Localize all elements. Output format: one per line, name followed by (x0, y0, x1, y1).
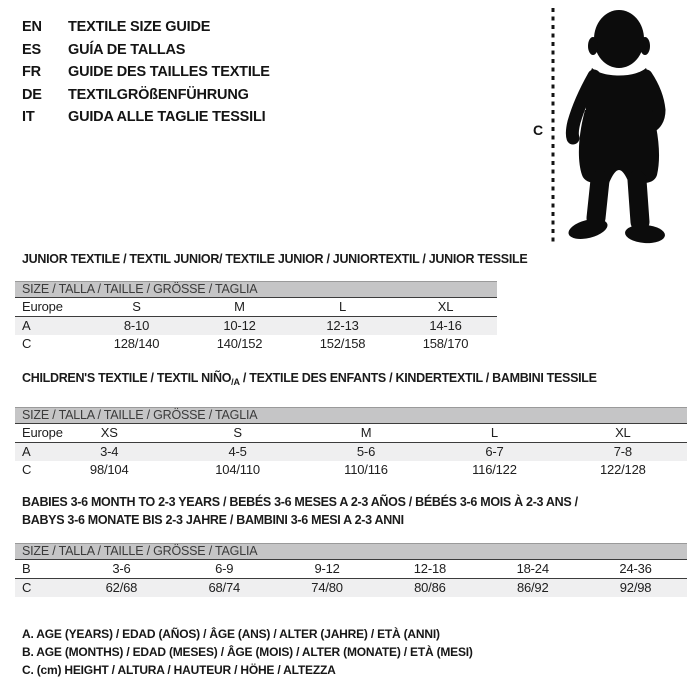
language-title: TEXTILGRÖßENFÜHRUNG (68, 86, 249, 103)
section-title-junior: JUNIOR TEXTILE / TEXTIL JUNIOR/ TEXTILE JUNIOR / JUNIORTEXTIL / JUNIOR TESSILE (22, 252, 528, 266)
value-cell: 92/98 (619, 580, 652, 595)
table-row-months (15, 560, 687, 579)
table-row-age (15, 317, 497, 335)
language-title: TEXTILE SIZE GUIDE (68, 19, 211, 36)
value-cell: 9-12 (314, 561, 340, 576)
row-label: Europe (22, 425, 63, 440)
value-cell: 74/80 (311, 580, 343, 595)
value-cell: 116/122 (472, 462, 517, 477)
language-code: FR (22, 64, 41, 81)
size-cell: M (234, 299, 245, 314)
value-cell: 62/68 (105, 580, 138, 595)
size-cell: L (338, 299, 347, 314)
size-cell: L (490, 425, 498, 440)
language-row-it (22, 106, 270, 129)
language-row-en (22, 16, 270, 39)
language-row-es (22, 39, 270, 62)
footnote-legend (22, 625, 473, 679)
section-title-babies (22, 493, 578, 529)
value-cell: 80/86 (414, 580, 446, 595)
footnote-age-months: B. AGE (MONTHS) / EDAD (MESES) / ÂGE (MOIS) / ALTER (MONATE) / ETÀ (MESI) (22, 645, 473, 659)
size-table-babies (15, 543, 687, 597)
size-table-children (15, 407, 687, 479)
size-cell: S (132, 299, 141, 314)
table-row-height (15, 579, 687, 597)
language-title: GUÍA DE TALLAS (68, 41, 186, 58)
value-cell: 98/104 (89, 462, 129, 477)
language-row-fr (22, 61, 270, 84)
value-cell: 4-5 (228, 444, 247, 459)
size-cell: M (360, 425, 372, 440)
footnote-height: C. (cm) HEIGHT / ALTURA / HAUTEUR / HÖHE / ALTEZZA (22, 663, 336, 677)
title-line-1: BABIES 3-6 MONTH TO 2-3 YEARS / BEBÉS 3-6 MESES A 2-3 AÑOS / BÉBÉS 3-6 MOIS À 2-3 ANS / (22, 495, 578, 509)
language-code: DE (22, 86, 42, 103)
section-title-children (22, 369, 597, 391)
value-cell: 140/152 (216, 336, 263, 351)
value-cell: 6-7 (485, 444, 504, 459)
table-row-height (15, 335, 497, 353)
title-text: / TEXTILE DES ENFANTS / KINDERTEXTIL / BAMBINI TESSILE (239, 371, 597, 385)
value-cell: 152/158 (319, 336, 366, 351)
language-code: EN (22, 19, 42, 36)
footnote-age-years: A. AGE (YEARS) / EDAD (AÑOS) / ÂGE (ANS) / ALTER (JAHRE) / ETÀ (ANNI) (22, 627, 440, 641)
baby-silhouette-icon (566, 10, 665, 244)
value-cell: 24-36 (619, 561, 652, 576)
table-row-height (15, 461, 687, 479)
value-cell: 68/74 (208, 580, 241, 595)
value-cell: 3-4 (100, 444, 119, 459)
size-cell: XS (100, 425, 118, 440)
value-cell: 8-10 (123, 318, 150, 333)
table-row-europe (15, 424, 687, 443)
value-cell: 110/116 (344, 462, 388, 477)
size-header-bar: SIZE / TALLA / TAILLE / GRÖSSE / TAGLIA (15, 407, 687, 424)
value-cell: 128/140 (113, 336, 160, 351)
row-label: A (22, 318, 31, 333)
row-label: C (22, 336, 32, 351)
value-cell: 158/170 (422, 336, 469, 351)
row-label: Europe (22, 299, 63, 314)
language-title-list (22, 16, 270, 129)
size-cell: XL (615, 425, 631, 440)
value-cell: 18-24 (516, 561, 549, 576)
language-title: GUIDE DES TAILLES TEXTILE (68, 64, 270, 81)
size-table-junior (15, 281, 497, 353)
value-cell: 122/128 (600, 462, 646, 477)
table-row-europe (15, 298, 497, 317)
language-title: GUIDA ALLE TAGLIE TESSILI (68, 109, 266, 126)
figure-baby-height (545, 0, 700, 250)
row-label: A (22, 444, 31, 459)
height-measure-label: C (533, 122, 544, 138)
row-label: C (22, 462, 32, 477)
size-header-bar: SIZE / TALLA / TAILLE / GRÖSSE / TAGLIA (15, 281, 497, 298)
table-row-age (15, 443, 687, 461)
title-text: CHILDREN'S TEXTILE / TEXTIL NIÑO (22, 371, 232, 385)
value-cell: 86/92 (516, 580, 549, 595)
value-cell: 10-12 (223, 318, 256, 333)
baby-silhouette-figure (545, 0, 700, 250)
language-code: ES (22, 41, 41, 58)
size-cell: S (233, 425, 242, 440)
value-cell: 12-13 (326, 318, 359, 333)
value-cell: 3-6 (112, 561, 131, 576)
title-subscript: /A (231, 377, 240, 387)
value-cell: 6-9 (215, 561, 234, 576)
row-label: C (22, 580, 32, 595)
value-cell: 104/110 (215, 462, 260, 477)
value-cell: 12-18 (413, 561, 447, 576)
row-label: B (22, 561, 31, 576)
value-cell: 14-16 (429, 318, 462, 333)
size-header-bar: SIZE / TALLA / TAILLE / GRÖSSE / TAGLIA (15, 543, 687, 560)
value-cell: 5-6 (356, 444, 376, 459)
language-row-de (22, 84, 270, 107)
title-line-2: BABYS 3-6 MONATE BIS 2-3 JAHRE / BAMBINI 3-6 MESI A 2-3 ANNI (22, 513, 404, 527)
size-cell: XL (437, 299, 454, 314)
language-code: IT (22, 109, 35, 126)
value-cell: 7-8 (613, 444, 632, 459)
